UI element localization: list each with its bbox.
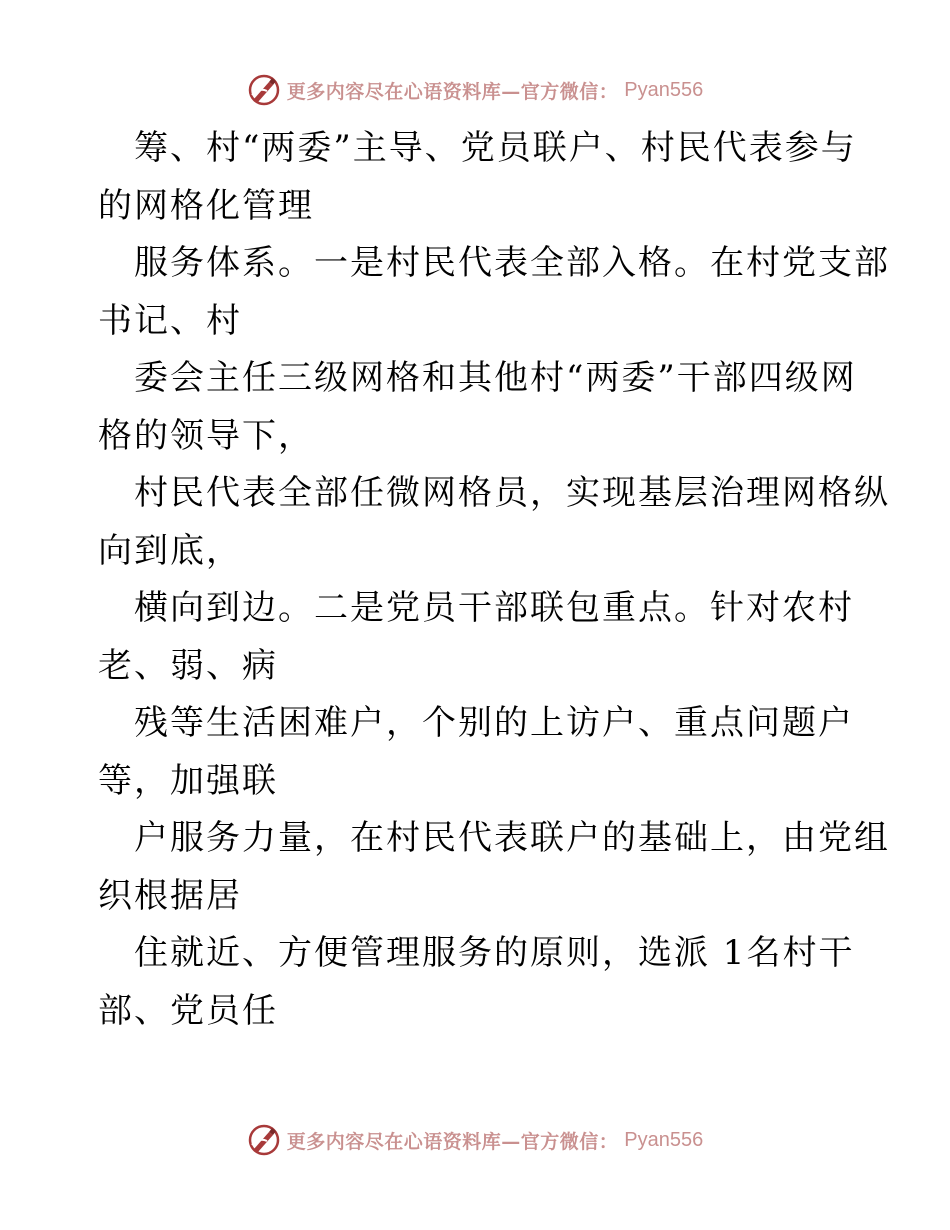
header-banner-text: 更多内容尽在心语资料库—官方微信： [286, 80, 619, 103]
body-line: 筹、村“两委”主导、党员联户、村民代表参与 [134, 128, 857, 168]
body-line: 老、弱、病 [98, 645, 278, 686]
footer-banner-id: Pyan556 [624, 1128, 704, 1151]
body-line: 等，加强联 [98, 760, 278, 801]
body-line: 的网格化管理 [98, 185, 314, 226]
body-line: 户服务力量，在村民代表联户的基础上，由党组 [134, 818, 890, 858]
body-line: 部、党员任 [98, 990, 278, 1031]
body-line: 住就近、方便管理服务的原则，选派 1名村干 [134, 933, 855, 973]
pen-logo-icon [247, 73, 281, 107]
body-line: 横向到边。二是党员干部联包重点。针对农村 [134, 588, 854, 628]
body-line: 织根据居 [98, 875, 242, 916]
body-line: 服务体系。一是村民代表全部入格。在村党支部 [134, 243, 890, 283]
body-line: 残等生活困难户，个别的上访户、重点问题户 [134, 703, 854, 743]
header-banner-id: Pyan556 [624, 78, 704, 101]
header-banner [0, 70, 950, 110]
body-line: 书记、村 [98, 300, 242, 341]
body-text [98, 120, 890, 1040]
footer-banner-text: 更多内容尽在心语资料库—官方微信： [286, 1130, 619, 1153]
body-line: 村民代表全部任微网格员，实现基层治理网格纵 [134, 473, 890, 513]
body-line: 委会主任三级网格和其他村“两委”干部四级网 [134, 358, 857, 398]
pen-logo-icon [247, 1123, 281, 1157]
footer-banner [0, 1120, 950, 1160]
body-line: 向到底， [98, 530, 242, 571]
body-line: 格的领导下， [98, 415, 314, 456]
